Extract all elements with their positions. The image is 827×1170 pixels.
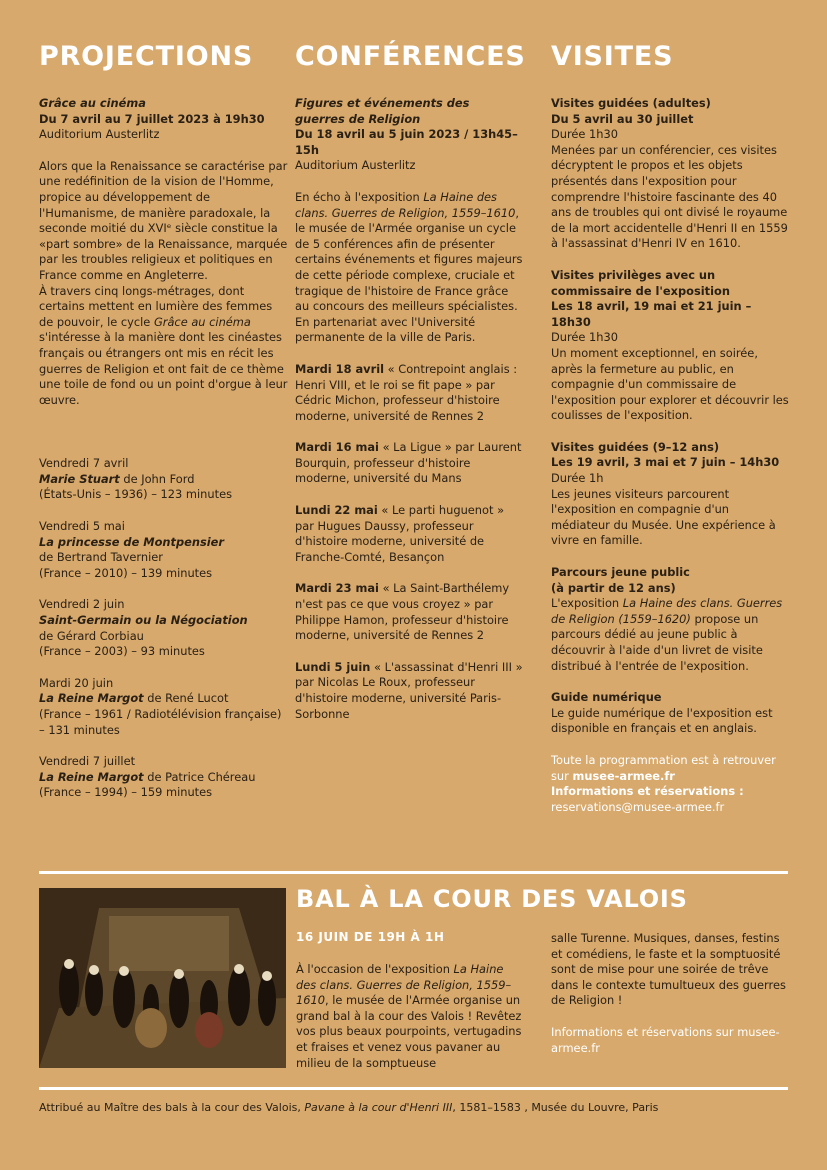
talk-item: Mardi 16 mai « La Ligue » par Laurent Bourquin, professeur d'histoire moderne, université du Mans	[295, 440, 522, 486]
bal-info-link[interactable]: Informations et réservations sur musee-armee.fr	[551, 1024, 780, 1055]
visite-privileges: Visites privilèges avec un commissaire de l'exposition Les 18 avril, 19 mai et 21 juin – 18h30 Durée 1h30 Un moment exceptionnel, en soirée, après la fermeture au public, en compagnie d'un commissaire de l'exposition pour explorer et découvrir les coulisses de l'exposition.	[551, 267, 789, 423]
visites-column	[551, 40, 791, 815]
film-item: Vendredi 7 avril Marie Stuart de John Ford (États-Unis – 1936) – 123 minutes	[39, 456, 233, 502]
talk-item: Mardi 23 mai « La Saint-Barthélemy n'est pas ce que vous croyez » par Philippe Hamon, professeur d'histoire moderne, université de Rennes 2	[295, 581, 510, 643]
projections-body: Alors que la Renaissance se caractérise par une redéfinition de la vision de l'Homme, propice au développement de l'Humanisme, de manière paradoxale, la seconde moitié du XVIᵉ siècle constitue la «part sombre» de la Renaissance, marquée par les troubles religieux et politiques en France comme en Angleterre.	[39, 158, 288, 282]
film-item: Mardi 20 juin La Reine Margot de René Lucot (France – 1961 / Radiotélévision française) – 131 minutes	[39, 675, 282, 737]
visite-enfants: Visites guidées (9–12 ans) Les 19 avril, 3 mai et 7 juin – 14h30 Durée 1h Les jeunes visiteurs parcourent l'exposition en compagnie d'un médiateur du Musée. Une expérience à vivre en famille.	[551, 439, 780, 548]
bal-text: À l'occasion de l'exposition La Haine des clans. Guerres de Religion, 1559–1610, le musée de l'Armée organise un grand bal à la cour des Valois ! Revêtez vos plus beaux pourpoints, vertugadins et fraises et venez vous pavaner au milieu de la somptueuse	[296, 962, 522, 1070]
film-item: Vendredi 2 juin Saint-Germain ou la Négociation de Gérard Corbiau (France – 2003) – 93 minutes	[39, 597, 248, 659]
projections-body2: À travers cinq longs-métrages, dont certains mettent en lumière des femmes de pouvoir, le cycle Grâce au cinéma s'intéresse à la manière dont les cinéastes français ou étrangers ont mis en récit les guerres de Religion et ont fait de ce thème une toile de fond ou un point d'orgue à leur œuvre.	[39, 283, 288, 407]
conferences-heading: CONFÉRENCES	[295, 41, 526, 72]
bal-text-continued: salle Turenne. Musiques, danses, festins et comédiens, le faste et la somptuosité sont de mise pour une soirée de trêve dans le contexte tumultueux des guerres de Religion ! Informations et réservations sur musee-armee.fr	[551, 931, 791, 1056]
painting-illustration	[39, 888, 286, 1068]
visite-adultes: Visites guidées (adultes) Du 5 avril au 30 juillet Durée 1h30 Menées par un conférencier, ces visites décryptent le propos et les objets présentés dans l'exposition pour comprendre l'histoire fascinante des 40 ans de troubles qui ont divisé le royaume de la mort accidentelle d'Henri II en 1559 à l'assassinat d'Henri IV en 1610.	[551, 96, 788, 251]
projections-intro-place: Auditorium Austerlitz	[39, 127, 160, 142]
site-link[interactable]: musee-armee.fr	[572, 768, 675, 783]
projections-intro-dates: Du 7 avril au 7 juillet 2023 à 19h30	[39, 111, 265, 126]
talk-item: Mardi 18 avril « Contrepoint anglais : Henri VIII, et le roi se fit pape » par Cédric Michon, professeur d'histoire moderne, université de Rennes 2	[295, 361, 518, 423]
info-block: Toute la programmation est à retrouver sur musee-armee.fr Informations et réservations : reservations@musee-armee.fr	[551, 753, 791, 815]
conferences-intro-title: Figures et événements des guerres de Religion	[295, 96, 470, 126]
conferences-body: En écho à l'exposition La Haine des clans. Guerres de Religion, 1559–1610, le musée de l'Armée organise un cycle de 5 conférences afin de présenter certains événements et figures majeurs de cette période complexe, cruciale et tragique de l'histoire de France grâce au concours des meilleurs spécialistes.	[295, 189, 523, 314]
projections-heading: PROJECTIONS	[39, 41, 254, 72]
talk-item: Lundi 22 mai « Le parti huguenot » par Hugues Daussy, professeur d'histoire moderne, université de Franche-Comté, Besançon	[295, 503, 505, 564]
parcours-jeune-public: Parcours jeune public (à partir de 12 ans) L'exposition La Haine des clans. Guerres de Religion (1559–1620) propose un parcours dédié au jeune public à découvrir à l'aide d'un livret de visite distribué à l'entrée de l'exposition.	[551, 565, 783, 673]
bal-date: 16 JUIN DE 19H À 1H	[296, 930, 445, 944]
film-item: Vendredi 7 juillet La Reine Margot de Patrice Chéreau (France – 1994) – 159 minutes	[39, 754, 256, 800]
divider	[39, 871, 788, 874]
conferences-partner: En partenariat avec l'Université permanente de la ville de Paris.	[295, 314, 476, 345]
guide-numerique: Guide numérique Le guide numérique de l'exposition est disponible en français et en anglais.	[551, 690, 773, 736]
conferences-intro-place: Auditorium Austerlitz	[295, 158, 416, 173]
bal-painting-image	[39, 888, 286, 1068]
conferences-intro-dates: Du 18 avril au 5 juin 2023 / 13h45–15h	[295, 127, 518, 157]
conferences-column	[295, 40, 526, 722]
visites-heading: VISITES	[551, 41, 674, 72]
film-item: Vendredi 5 mai La princesse de Montpensier de Bertrand Tavernier (France – 2010) – 139 minutes	[39, 519, 224, 580]
divider	[39, 1087, 788, 1090]
talk-item: Lundi 5 juin « L'assassinat d'Henri III » par Nicolas Le Roux, professeur d'histoire moderne, université Paris-Sorbonne	[295, 659, 523, 721]
image-caption: Attribué au Maître des bals à la cour des Valois, Pavane à la cour d'Henri III, 1581–1583 , Musée du Louvre, Paris	[39, 1101, 659, 1114]
projections-intro-title: Grâce au cinéma	[39, 96, 146, 110]
email-link[interactable]: reservations@musee-armee.fr	[551, 799, 725, 814]
projections-column	[39, 40, 289, 801]
bal-title: BAL À LA COUR DES VALOIS	[296, 885, 688, 913]
